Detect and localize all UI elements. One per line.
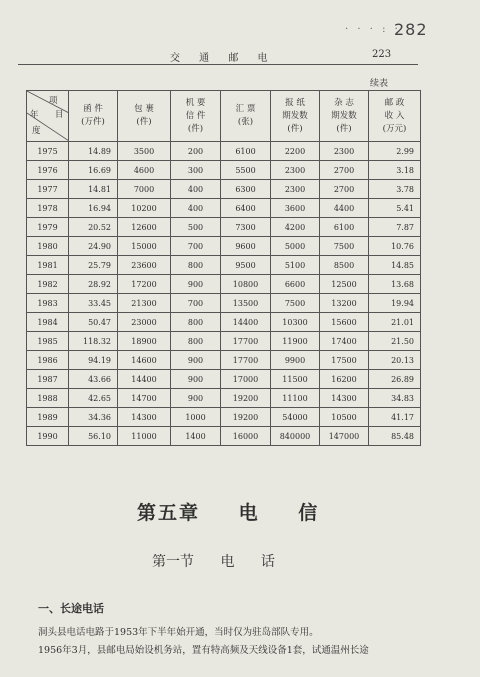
- subsection-title: 一、长途电话: [38, 602, 104, 615]
- table-cell: 800: [171, 332, 221, 351]
- year-cell: 1986: [27, 351, 69, 370]
- table-cell: 17200: [118, 275, 171, 294]
- table-cell: 17500: [320, 351, 369, 370]
- table-row: [27, 332, 421, 351]
- table-cell: 56.10: [69, 427, 118, 446]
- table-cell: 15600: [320, 313, 369, 332]
- table-cell: 19.94: [369, 294, 421, 313]
- corner-header-cell: [27, 91, 69, 142]
- column-header: [118, 91, 171, 142]
- table-cell: 14.89: [69, 142, 118, 161]
- column-header: [69, 91, 118, 142]
- year-cell: 1976: [27, 161, 69, 180]
- table-row: [27, 199, 421, 218]
- table-cell: 10.76: [369, 237, 421, 256]
- table-cell: 2300: [320, 142, 369, 161]
- table-cell: 14700: [118, 389, 171, 408]
- year-cell: 1990: [27, 427, 69, 446]
- table-cell: 14300: [118, 408, 171, 427]
- table-cell: 17400: [320, 332, 369, 351]
- corner-label-year: 年: [30, 110, 39, 120]
- table-cell: 4400: [320, 199, 369, 218]
- table-row: [27, 180, 421, 199]
- year-cell: 1983: [27, 294, 69, 313]
- column-header: [221, 91, 271, 142]
- table-cell: 11000: [118, 427, 171, 446]
- table-cell: 840000: [271, 427, 320, 446]
- table-cell: 10300: [271, 313, 320, 332]
- table-cell: 400: [171, 180, 221, 199]
- year-cell: 1980: [27, 237, 69, 256]
- table-cell: 18900: [118, 332, 171, 351]
- table-cell: 14400: [221, 313, 271, 332]
- column-header-unit: (件): [287, 123, 303, 134]
- table-cell: 3.78: [369, 180, 421, 199]
- table-cell: 14600: [118, 351, 171, 370]
- column-header-unit: (件): [136, 117, 152, 127]
- table-cell: 6300: [221, 180, 271, 199]
- table-cell: 1000: [171, 408, 221, 427]
- table-row: [27, 237, 421, 256]
- table-cell: 6600: [271, 275, 320, 294]
- year-cell: 1987: [27, 370, 69, 389]
- column-header-unit: (件): [336, 123, 352, 134]
- table-cell: 5500: [221, 161, 271, 180]
- table-cell: 5100: [271, 256, 320, 275]
- column-header-unit: (万件): [81, 117, 105, 127]
- margin-dots: · · · : ·: [345, 24, 401, 35]
- table-cell: 13.68: [369, 275, 421, 294]
- table-cell: 800: [171, 313, 221, 332]
- table-cell: 12500: [320, 275, 369, 294]
- table-cell: 800: [171, 256, 221, 275]
- year-cell: 1978: [27, 199, 69, 218]
- table-cell: 17000: [221, 370, 271, 389]
- table-cell: 26.89: [369, 370, 421, 389]
- table-cell: 23600: [118, 256, 171, 275]
- column-header-label: 报 纸 期发数: [282, 97, 308, 121]
- table-cell: 34.36: [69, 408, 118, 427]
- table-cell: 2.99: [369, 142, 421, 161]
- table-row: [27, 142, 421, 161]
- column-header-unit: (件): [187, 123, 204, 134]
- column-header: [369, 91, 421, 142]
- table-cell: 3500: [118, 142, 171, 161]
- table-row: [27, 389, 421, 408]
- table-cell: 9500: [221, 256, 271, 275]
- table-row: [27, 313, 421, 332]
- table-cell: 50.47: [69, 313, 118, 332]
- table-row: [27, 351, 421, 370]
- table-cell: 11900: [271, 332, 320, 351]
- table-cell: 10500: [320, 408, 369, 427]
- table-cell: 94.19: [69, 351, 118, 370]
- year-cell: 1982: [27, 275, 69, 294]
- year-cell: 1985: [27, 332, 69, 351]
- table-cell: 23000: [118, 313, 171, 332]
- table-cell: 11100: [271, 389, 320, 408]
- table-cell: 16.69: [69, 161, 118, 180]
- table-cell: 8500: [320, 256, 369, 275]
- table-cell: 900: [171, 389, 221, 408]
- table-cell: 10800: [221, 275, 271, 294]
- table-cell: 2700: [320, 180, 369, 199]
- table-cell: 13200: [320, 294, 369, 313]
- column-header: [320, 91, 369, 142]
- table-cell: 16000: [221, 427, 271, 446]
- table-cell: 6100: [320, 218, 369, 237]
- table-cell: 1400: [171, 427, 221, 446]
- table-cell: 4600: [118, 161, 171, 180]
- table-cell: 25.79: [69, 256, 118, 275]
- table-cell: 14.81: [69, 180, 118, 199]
- section-title: 第一节 电 话: [152, 554, 275, 570]
- table-cell: 900: [171, 275, 221, 294]
- table-cell: 3.18: [369, 161, 421, 180]
- column-header-label: 函 件: [83, 104, 103, 114]
- corner-label-du: 度: [32, 126, 41, 136]
- table-cell: 5000: [271, 237, 320, 256]
- table-cell: 20.52: [69, 218, 118, 237]
- table-row: [27, 161, 421, 180]
- table-cell: 7300: [221, 218, 271, 237]
- table-cell: 6400: [221, 199, 271, 218]
- table-cell: 5.41: [369, 199, 421, 218]
- table-cell: 13500: [221, 294, 271, 313]
- table-cell: 11500: [271, 370, 320, 389]
- table-cell: 4200: [271, 218, 320, 237]
- postal-statistics-table: [26, 90, 421, 446]
- table-cell: 21.50: [369, 332, 421, 351]
- table-row: [27, 408, 421, 427]
- table-cell: 41.17: [369, 408, 421, 427]
- body-paragraph: 1956年3月，县邮电局始设机务站，置有特高频及天线设备1套，试通温州长途: [38, 645, 369, 656]
- table-cell: 2300: [271, 180, 320, 199]
- table-cell: 12600: [118, 218, 171, 237]
- table-cell: 700: [171, 294, 221, 313]
- table-cell: 42.65: [69, 389, 118, 408]
- column-header-unit: (张): [237, 117, 254, 127]
- column-header-label: 邮 政 收 入: [384, 97, 405, 121]
- table-header-row: [27, 91, 421, 142]
- table-cell: 15000: [118, 237, 171, 256]
- column-header-label: 机 要 信 件: [185, 97, 206, 121]
- table-cell: 200: [171, 142, 221, 161]
- table-cell: 500: [171, 218, 221, 237]
- year-cell: 1988: [27, 389, 69, 408]
- body-paragraph: 洞头县电话电路于1953年下半年始开通，当时仅为驻岛部队专用。: [38, 627, 319, 638]
- table-cell: 20.13: [369, 351, 421, 370]
- table-cell: 2300: [271, 161, 320, 180]
- table-cell: 700: [171, 237, 221, 256]
- table-cell: 16.94: [69, 199, 118, 218]
- year-cell: 1975: [27, 142, 69, 161]
- page-number: 223: [372, 49, 392, 60]
- table-cell: 17700: [221, 332, 271, 351]
- year-cell: 1979: [27, 218, 69, 237]
- year-cell: 1989: [27, 408, 69, 427]
- table-cell: 14400: [118, 370, 171, 389]
- table-cell: 19200: [221, 408, 271, 427]
- table-cell: 14.85: [369, 256, 421, 275]
- table-cell: 28.92: [69, 275, 118, 294]
- table-row: [27, 370, 421, 389]
- column-header-label: 汇 票: [235, 104, 256, 114]
- table-cell: 400: [171, 199, 221, 218]
- corner-label-mu: 目: [55, 110, 64, 120]
- table-cell: 900: [171, 370, 221, 389]
- table-cell: 9900: [271, 351, 320, 370]
- table-cell: 7500: [271, 294, 320, 313]
- header-rule: [18, 64, 418, 65]
- chapter-title: 第五章 电 信: [137, 502, 320, 524]
- corner-label-item: 项: [49, 96, 58, 106]
- table-row: [27, 256, 421, 275]
- table-row: [27, 218, 421, 237]
- table-cell: 17700: [221, 351, 271, 370]
- table-cell: 147000: [320, 427, 369, 446]
- table-row: [27, 294, 421, 313]
- table-cell: 6100: [221, 142, 271, 161]
- column-header: [171, 91, 221, 142]
- table-cell: 2700: [320, 161, 369, 180]
- table-cell: 19200: [221, 389, 271, 408]
- table-row: [27, 275, 421, 294]
- column-header-label: 包 裹: [134, 104, 154, 114]
- table-cell: 10200: [118, 199, 171, 218]
- table-cell: 300: [171, 161, 221, 180]
- year-cell: 1977: [27, 180, 69, 199]
- table-cell: 34.83: [369, 389, 421, 408]
- table-cell: 9600: [221, 237, 271, 256]
- running-header-title: 交 通 邮 电: [170, 53, 276, 64]
- table-cell: 2200: [271, 142, 320, 161]
- table-cell: 21300: [118, 294, 171, 313]
- year-cell: 1984: [27, 313, 69, 332]
- table-cell: 33.45: [69, 294, 118, 313]
- table-row: [27, 427, 421, 446]
- table-cell: 7000: [118, 180, 171, 199]
- table-cell: 54000: [271, 408, 320, 427]
- table-cell: 900: [171, 351, 221, 370]
- table-cell: 118.32: [69, 332, 118, 351]
- table-cell: 7500: [320, 237, 369, 256]
- year-cell: 1981: [27, 256, 69, 275]
- table-cell: 43.66: [69, 370, 118, 389]
- table-cell: 3600: [271, 199, 320, 218]
- column-header-unit: (万元): [382, 123, 407, 134]
- table-continued-label: 续表: [370, 79, 389, 89]
- table-cell: 14300: [320, 389, 369, 408]
- table-cell: 7.87: [369, 218, 421, 237]
- table-cell: 85.48: [369, 427, 421, 446]
- table-cell: 21.01: [369, 313, 421, 332]
- table-cell: 16200: [320, 370, 369, 389]
- column-header: [271, 91, 320, 142]
- table-cell: 24.90: [69, 237, 118, 256]
- column-header-label: 杂 志 期发数: [331, 97, 357, 121]
- handwritten-page-number: 282: [394, 20, 428, 39]
